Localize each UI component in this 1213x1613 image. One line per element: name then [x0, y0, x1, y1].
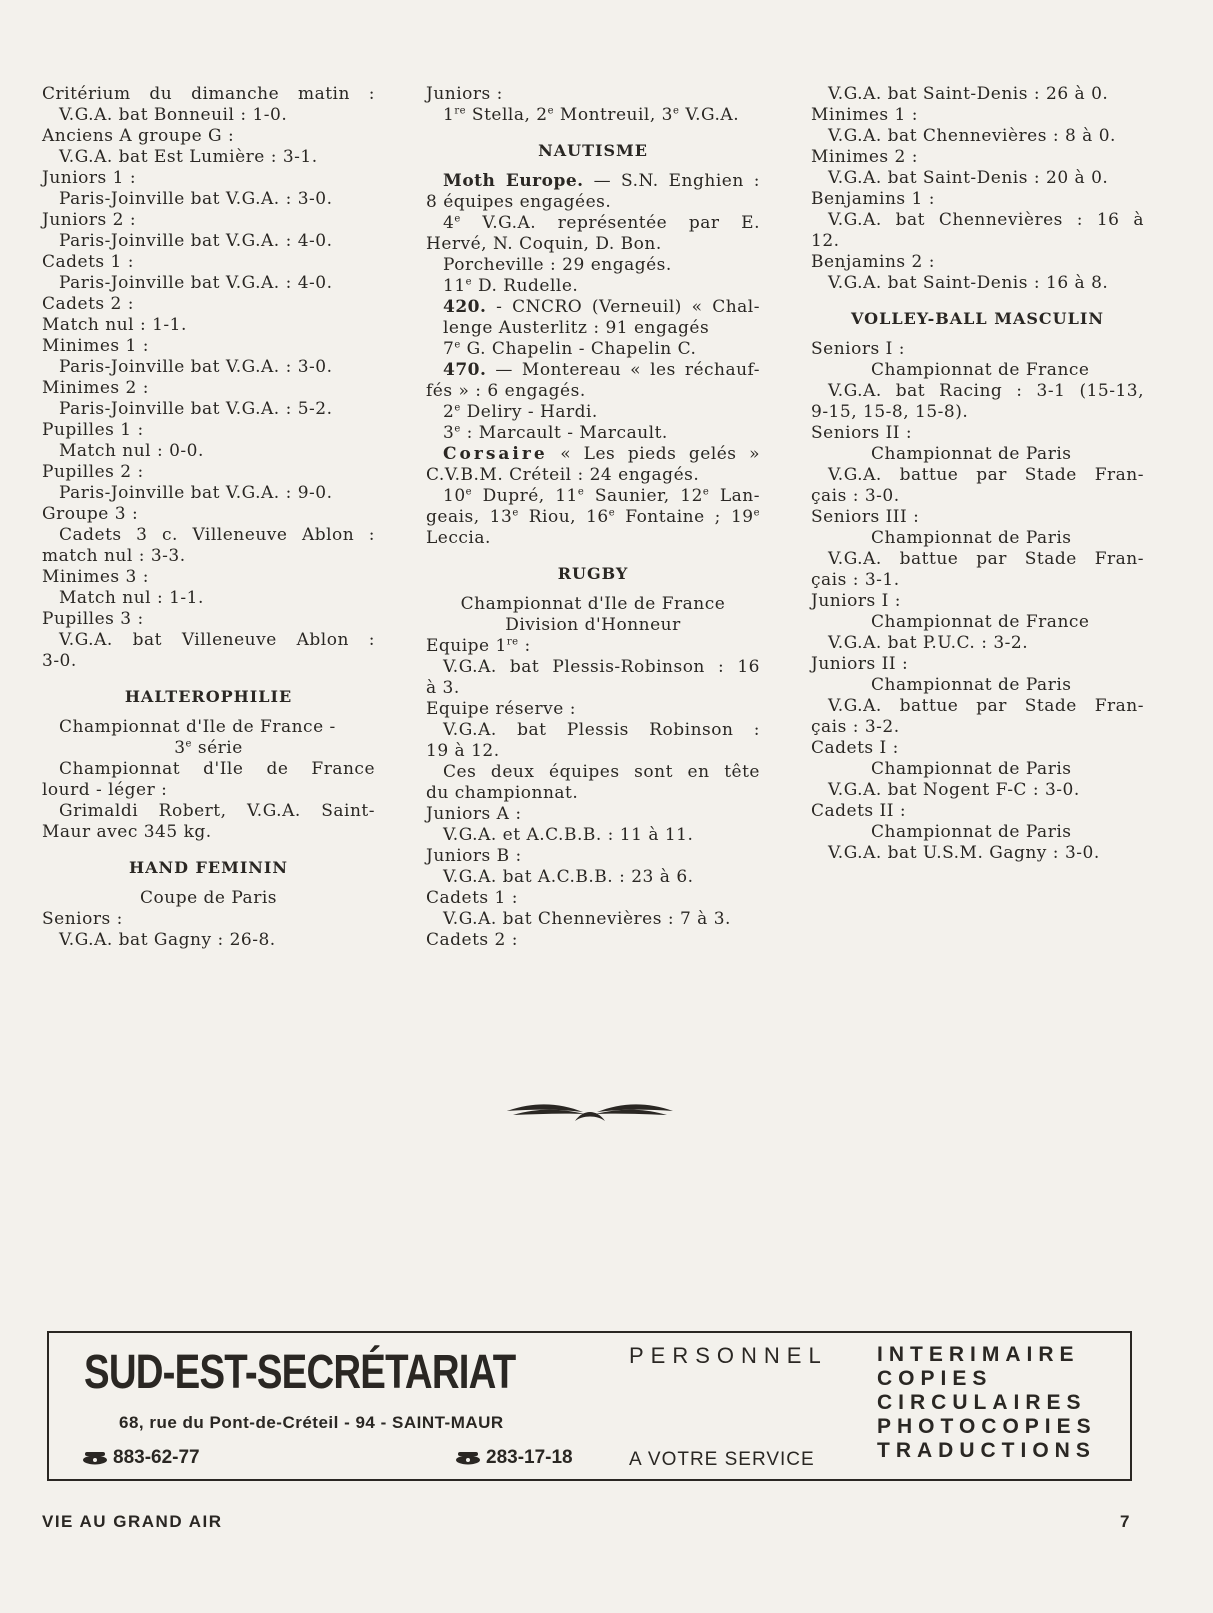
text-line: Equipe réserve : — [426, 699, 576, 719]
text-line: match nul : 3-3. — [42, 546, 186, 566]
telephone-icon — [81, 1451, 109, 1465]
text-line: Ces deux équipes sont en tête — [443, 762, 760, 782]
text-line: 9-15, 15-8, 15-8). — [811, 402, 969, 422]
ad-phone-2 — [454, 1447, 573, 1469]
text-line: geais, 13e Riou, 16e Fontaine ; 19e — [426, 507, 760, 527]
telephone-icon — [454, 1451, 482, 1465]
column-2 — [426, 84, 760, 951]
text-line: Minimes 2 : — [811, 147, 918, 167]
text-line: Cadets I : — [811, 738, 899, 758]
ad-service-item: TRADUCTIONS — [877, 1439, 1096, 1462]
text-line: Paris-Joinville bat V.G.A. : 4-0. — [59, 231, 333, 251]
text-line: à 3. — [426, 678, 460, 698]
text-line: V.G.A. bat Bonneuil : 1-0. — [59, 105, 288, 125]
ornament-icon — [505, 1097, 675, 1125]
text-line: Championnat de Paris — [871, 528, 1072, 548]
text-line: Cadets 2 : — [426, 930, 518, 950]
section-heading: NAUTISME — [538, 141, 648, 160]
magazine-name: VIE AU GRAND AIR — [42, 1512, 223, 1531]
text-line: 3e série — [174, 738, 243, 758]
text-line: Minimes 3 : — [42, 567, 149, 587]
text-line: 3e : Marcault - Marcault. — [443, 423, 668, 443]
text-line: Cadets 3 c. Villeneuve Ablon : — [59, 525, 375, 545]
text-line: Coupe de Paris — [140, 888, 277, 908]
text-line: V.G.A. battue par Stade Fran- — [828, 696, 1144, 716]
text-line: V.G.A. bat Chennevières : 7 à 3. — [443, 909, 731, 929]
text-line: V.G.A. bat P.U.C. : 3-2. — [828, 633, 1029, 653]
text-line: Paris-Joinville bat V.G.A. : 5-2. — [59, 399, 333, 419]
text-line: Anciens A groupe G : — [42, 126, 235, 146]
ad-services-list — [877, 1343, 1097, 1463]
text-line: Equipe 1re : — [426, 636, 531, 656]
text-line: Paris-Joinville bat V.G.A. : 3-0. — [59, 189, 333, 209]
text-line: V.G.A. bat Saint-Denis : 16 à 8. — [828, 273, 1109, 293]
text-line: Cadets II : — [811, 801, 907, 821]
text-line: V.G.A. bat A.C.B.B. : 23 à 6. — [443, 867, 694, 887]
text-line: Leccia. — [426, 528, 491, 548]
ad-service-item: COPIES — [877, 1367, 993, 1390]
text-line: 2e Deliry - Hardi. — [443, 402, 598, 422]
ad-address: 68, rue du Pont-de-Créteil - 94 - SAINT-MAUR — [119, 1413, 504, 1432]
text-line: V.G.A. bat Chennevières : 8 à 0. — [828, 126, 1116, 146]
text-line: V.G.A. bat Est Lumière : 3-1. — [59, 147, 318, 167]
text-line: Juniors 1 : — [42, 168, 137, 188]
text-line: Porcheville : 29 engagés. — [443, 255, 672, 275]
text-line: lourd - léger : — [42, 780, 168, 800]
text-line: Benjamins 1 : — [811, 189, 935, 209]
text-line: Match nul : 1-1. — [42, 315, 187, 335]
text-line: Corsaire « Les pieds gelés » — [443, 444, 760, 464]
text-line: 1re Stella, 2e Montreuil, 3e V.G.A. — [443, 105, 740, 125]
page-number: 7 — [1120, 1512, 1130, 1531]
text-line: Championnat d'Ile de France — [460, 594, 726, 614]
text-line: fés » : 6 engagés. — [426, 381, 586, 401]
text-line: 12. — [811, 231, 840, 251]
text-line: V.G.A. bat U.S.M. Gagny : 3-0. — [828, 843, 1100, 863]
section-heading: HAND FEMININ — [128, 858, 289, 877]
text-line: V.G.A. et A.C.B.B. : 11 à 11. — [443, 825, 694, 845]
text-line: V.G.A. bat Plessis Robinson : — [443, 720, 760, 740]
text-line: 11e D. Rudelle. — [443, 276, 579, 296]
text-line: 4e V.G.A. représentée par E. — [443, 213, 760, 233]
text-line: Pupilles 3 : — [42, 609, 144, 629]
text-line: Championnat d'Ile de France - — [59, 717, 336, 737]
text-line: Minimes 2 : — [42, 378, 149, 398]
text-line: Paris-Joinville bat V.G.A. : 4-0. — [59, 273, 333, 293]
text-line: V.G.A. bat Plessis-Robinson : 16 — [443, 657, 760, 677]
text-line: Seniors III : — [811, 507, 920, 527]
text-line: çais : 3-0. — [811, 486, 900, 506]
text-line: Championnat de Paris — [871, 444, 1072, 464]
text-line: 8 équipes engagées. — [426, 192, 612, 212]
ad-phone-2-number: 283-17-18 — [486, 1447, 573, 1468]
text-line: Match nul : 0-0. — [59, 441, 204, 461]
ad-phone-1 — [81, 1447, 200, 1469]
text-line: Championnat de Paris — [871, 675, 1072, 695]
text-line: Juniors B : — [426, 846, 522, 866]
text-line: 3-0. — [42, 651, 77, 671]
column-3 — [811, 84, 1144, 864]
text-line: Minimes 1 : — [42, 336, 149, 356]
section-heading: VOLLEY-BALL MASCULIN — [851, 309, 1104, 328]
advertisement-box — [47, 1331, 1132, 1481]
text-line: Juniors II : — [811, 654, 909, 674]
text-line: Critérium du dimanche matin : — [42, 84, 375, 104]
text-line: çais : 3-2. — [811, 717, 900, 737]
text-line: Paris-Joinville bat V.G.A. : 9-0. — [59, 483, 333, 503]
text-line: Pupilles 2 : — [42, 462, 144, 482]
text-line: çais : 3-1. — [811, 570, 900, 590]
text-line: Maur avec 345 kg. — [42, 822, 212, 842]
section-heading: RUGBY — [557, 564, 629, 583]
text-line: Seniors I : — [811, 339, 905, 359]
ad-phone-1-number: 883-62-77 — [113, 1447, 200, 1468]
text-line: Juniors : — [426, 84, 503, 104]
text-line: Championnat de Paris — [871, 822, 1072, 842]
text-line: Championnat de Paris — [871, 759, 1072, 779]
text-line: Championnat de France — [871, 612, 1090, 632]
ad-service-item: INTERIMAIRE — [877, 1343, 1080, 1366]
text-line: Paris-Joinville bat V.G.A. : 3-0. — [59, 357, 333, 377]
ad-service: A VOTRE SERVICE — [629, 1449, 815, 1470]
text-line: Juniors A : — [426, 804, 522, 824]
text-line: V.G.A. battue par Stade Fran- — [828, 465, 1144, 485]
text-line: V.G.A. bat Villeneuve Ablon : — [59, 630, 375, 650]
section-heading: HALTEROPHILIE — [124, 687, 293, 706]
text-line: lenge Austerlitz : 91 engagés — [443, 318, 710, 338]
text-line: Minimes 1 : — [811, 105, 918, 125]
text-line: Division d'Honneur — [505, 615, 681, 635]
text-line: Juniors 2 : — [42, 210, 137, 230]
text-line: V.G.A. bat Saint-Denis : 26 à 0. — [828, 84, 1109, 104]
text-line: V.G.A. bat Saint-Denis : 20 à 0. — [828, 168, 1109, 188]
text-line: Benjamins 2 : — [811, 252, 935, 272]
text-line: 19 à 12. — [426, 741, 500, 761]
text-line: Cadets 1 : — [426, 888, 518, 908]
text-line: Championnat de France — [871, 360, 1090, 380]
text-line: Championnat d'Ile de France — [59, 759, 375, 779]
text-line: 10e Dupré, 11e Saunier, 12e Lan- — [443, 486, 760, 506]
text-line: Match nul : 1-1. — [59, 588, 204, 608]
ad-personnel: PERSONNEL — [629, 1343, 828, 1368]
ad-service-item: CIRCULAIRES — [877, 1391, 1087, 1414]
text-line: V.G.A. bat Racing : 3-1 (15-13, — [828, 381, 1144, 401]
text-line: V.G.A. bat Nogent F-C : 3-0. — [828, 780, 1080, 800]
text-line: du championnat. — [426, 783, 579, 803]
text-line: V.G.A. bat Gagny : 26-8. — [59, 930, 276, 950]
text-line: Cadets 2 : — [42, 294, 134, 314]
text-line: 470. — Montereau « les réchauf- — [443, 360, 760, 380]
text-line: V.G.A. battue par Stade Fran- — [828, 549, 1144, 569]
text-line: Groupe 3 : — [42, 504, 139, 524]
text-line: Seniors II : — [811, 423, 913, 443]
column-1 — [42, 84, 375, 951]
text-line: V.G.A. bat Chennevières : 16 à — [828, 210, 1144, 230]
text-line: 7e G. Chapelin - Chapelin C. — [443, 339, 697, 359]
text-line: Cadets 1 : — [42, 252, 134, 272]
text-line: Hervé, N. Coquin, D. Bon. — [426, 234, 662, 254]
text-line: C.V.B.M. Créteil : 24 engagés. — [426, 465, 700, 485]
text-line: 420. - CNCRO (Verneuil) « Chal- — [443, 297, 760, 317]
ad-brand: SUD-EST-SECRÉTARIAT — [84, 1346, 516, 1399]
text-line: Moth Europe. — S.N. Enghien : — [443, 171, 760, 191]
text-line: Pupilles 1 : — [42, 420, 144, 440]
text-line: Juniors I : — [811, 591, 901, 611]
text-line: Seniors : — [42, 909, 123, 929]
ad-service-item: PHOTOCOPIES — [877, 1415, 1097, 1438]
text-line: Grimaldi Robert, V.G.A. Saint- — [59, 801, 375, 821]
